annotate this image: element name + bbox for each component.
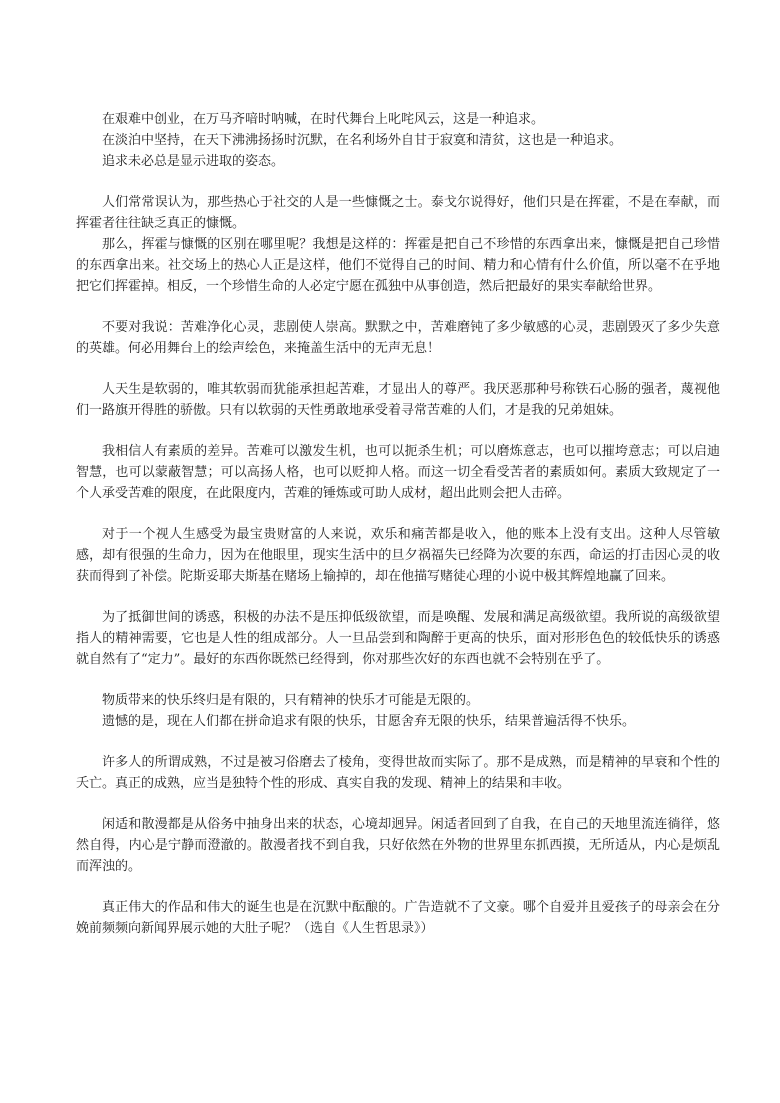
paragraph: 那么，挥霍与慷慨的区别在哪里呢？我想是这样的：挥霍是把自己不珍惜的东西拿出来，慷慨是把自己珍惜的东西拿出来。社交场上的热心人正是这样，他们不觉得自己的时间、精力和心情有什么价值，所以毫不在乎地把它们挥霍掉。相反，一个珍惜生命的人必定宁愿在孤独中从事创造，然后把最好的果实奉献给世界。 bbox=[76, 237, 720, 294]
paragraph: 我相信人有素质的差异。苦难可以激发生机，也可以扼杀生机；可以磨炼意志，也可以摧垮意志；可以启迪智慧，也可以蒙蔽智慧；可以高扬人格，也可以贬抑人格。而这一切全看受苦者的素质如何。素质大致规定了一个人承受苦难的限度，在此限度内，苦难的锤炼或可助人成材，超出此则会把人击碎。 bbox=[76, 444, 720, 501]
section-weakness bbox=[76, 379, 720, 421]
paragraph: 闲适和散漫都是从俗务中抽身出来的状态，心境却迥异。闲适者回到了自我，在自己的天地里流连徜徉，悠然自得，内心是宁静而澄澈的。散漫者找不到自我，只好依然在外物的世界里东抓西摸，无所适从，内心是烦乱而浑浊的。 bbox=[76, 817, 720, 874]
section-silence bbox=[76, 897, 720, 939]
essay-body bbox=[76, 109, 720, 959]
paragraph: 许多人的所谓成熟，不过是被习俗磨去了棱角，变得世故而实际了。那不是成熟，而是精神的早衰和个性的夭亡。真正的成熟，应当是独特个性的形成、真实自我的发现、精神上的结果和丰收。 bbox=[76, 755, 720, 791]
paragraph: 不要对我说：苦难净化心灵，悲剧使人崇高。默默之中，苦难磨钝了多少敏感的心灵，悲剧毁灭了多少失意的英雄。何必用舞台上的绘声绘色，来掩盖生活中的无声无息！ bbox=[76, 320, 720, 356]
section-pursuit bbox=[76, 109, 720, 172]
paragraph: 物质带来的快乐终归是有限的，只有精神的快乐才可能是无限的。 bbox=[102, 693, 480, 708]
paragraph: 真正伟大的作品和伟大的诞生也是在沉默中酝酿的。广告造就不了文豪。哪个自爱并且爱孩子的母亲会在分娩前频频向新闻界展示她的大肚子呢？（选自《人生哲思录》） bbox=[76, 900, 720, 936]
paragraph: 在淡泊中坚持，在天下沸沸扬扬时沉默，在名利场外自甘于寂寞和清贫，这也是一种追求。 bbox=[102, 133, 623, 148]
paragraph: 人天生是软弱的，唯其软弱而犹能承担起苦难，才显出人的尊严。我厌恶那种号称铁石心肠的强者，蔑视他们一路旗开得胜的骄傲。只有以软弱的天性勇敢地承受着寻常苦难的人们，才是我的兄弟姐妹。 bbox=[76, 382, 720, 418]
section-leisure bbox=[76, 814, 720, 877]
paragraph: 对于一个视人生感受为最宝贵财富的人来说，欢乐和痛苦都是收入，他的账本上没有支出。这种人尽管敏感，却有很强的生命力，因为在他眼里，现实生活中的旦夕祸福失已经降为次要的东西，命运的打击因心灵的收获而得到了补偿。陀斯妥耶夫斯基在赌场上输掉的，却在他描写赌徒心理的小说中极其辉煌地赢了回来。 bbox=[76, 527, 720, 584]
paragraph: 为了抵御世间的诱惑，积极的办法不是压抑低级欲望，而是唤醒、发展和满足高级欲望。我所说的高级欲望指人的精神需要，它也是人性的组成部分。人一旦品尝到和陶醉于更高的快乐，面对形形色色的较低快乐的诱惑就自然有了“定力”。最好的东西你既然已经得到，你对那些次好的东西也就不会特别在乎了。 bbox=[76, 610, 720, 667]
paragraph: 遗憾的是，现在人们都在拼命追求有限的快乐，甘愿舍弃无限的快乐，结果普遍活得不快乐。 bbox=[102, 714, 636, 729]
section-generosity bbox=[76, 192, 720, 297]
section-maturity bbox=[76, 752, 720, 794]
section-happiness bbox=[76, 690, 720, 732]
section-feeling bbox=[76, 524, 720, 587]
paragraph: 人们常常误认为，那些热心于社交的人是一些慷慨之士。泰戈尔说得好，他们只是在挥霍，不是在奉献，而挥霍者往往缺乏真正的慷慨。 bbox=[76, 195, 720, 231]
section-quality bbox=[76, 441, 720, 504]
paragraph: 在艰难中创业，在万马齐喑时呐喊，在时代舞台上叱咤风云，这是一种追求。 bbox=[102, 112, 545, 127]
section-desire bbox=[76, 607, 720, 670]
paragraph: 追求未必总是显示进取的姿态。 bbox=[102, 154, 285, 169]
section-suffering bbox=[76, 317, 720, 359]
